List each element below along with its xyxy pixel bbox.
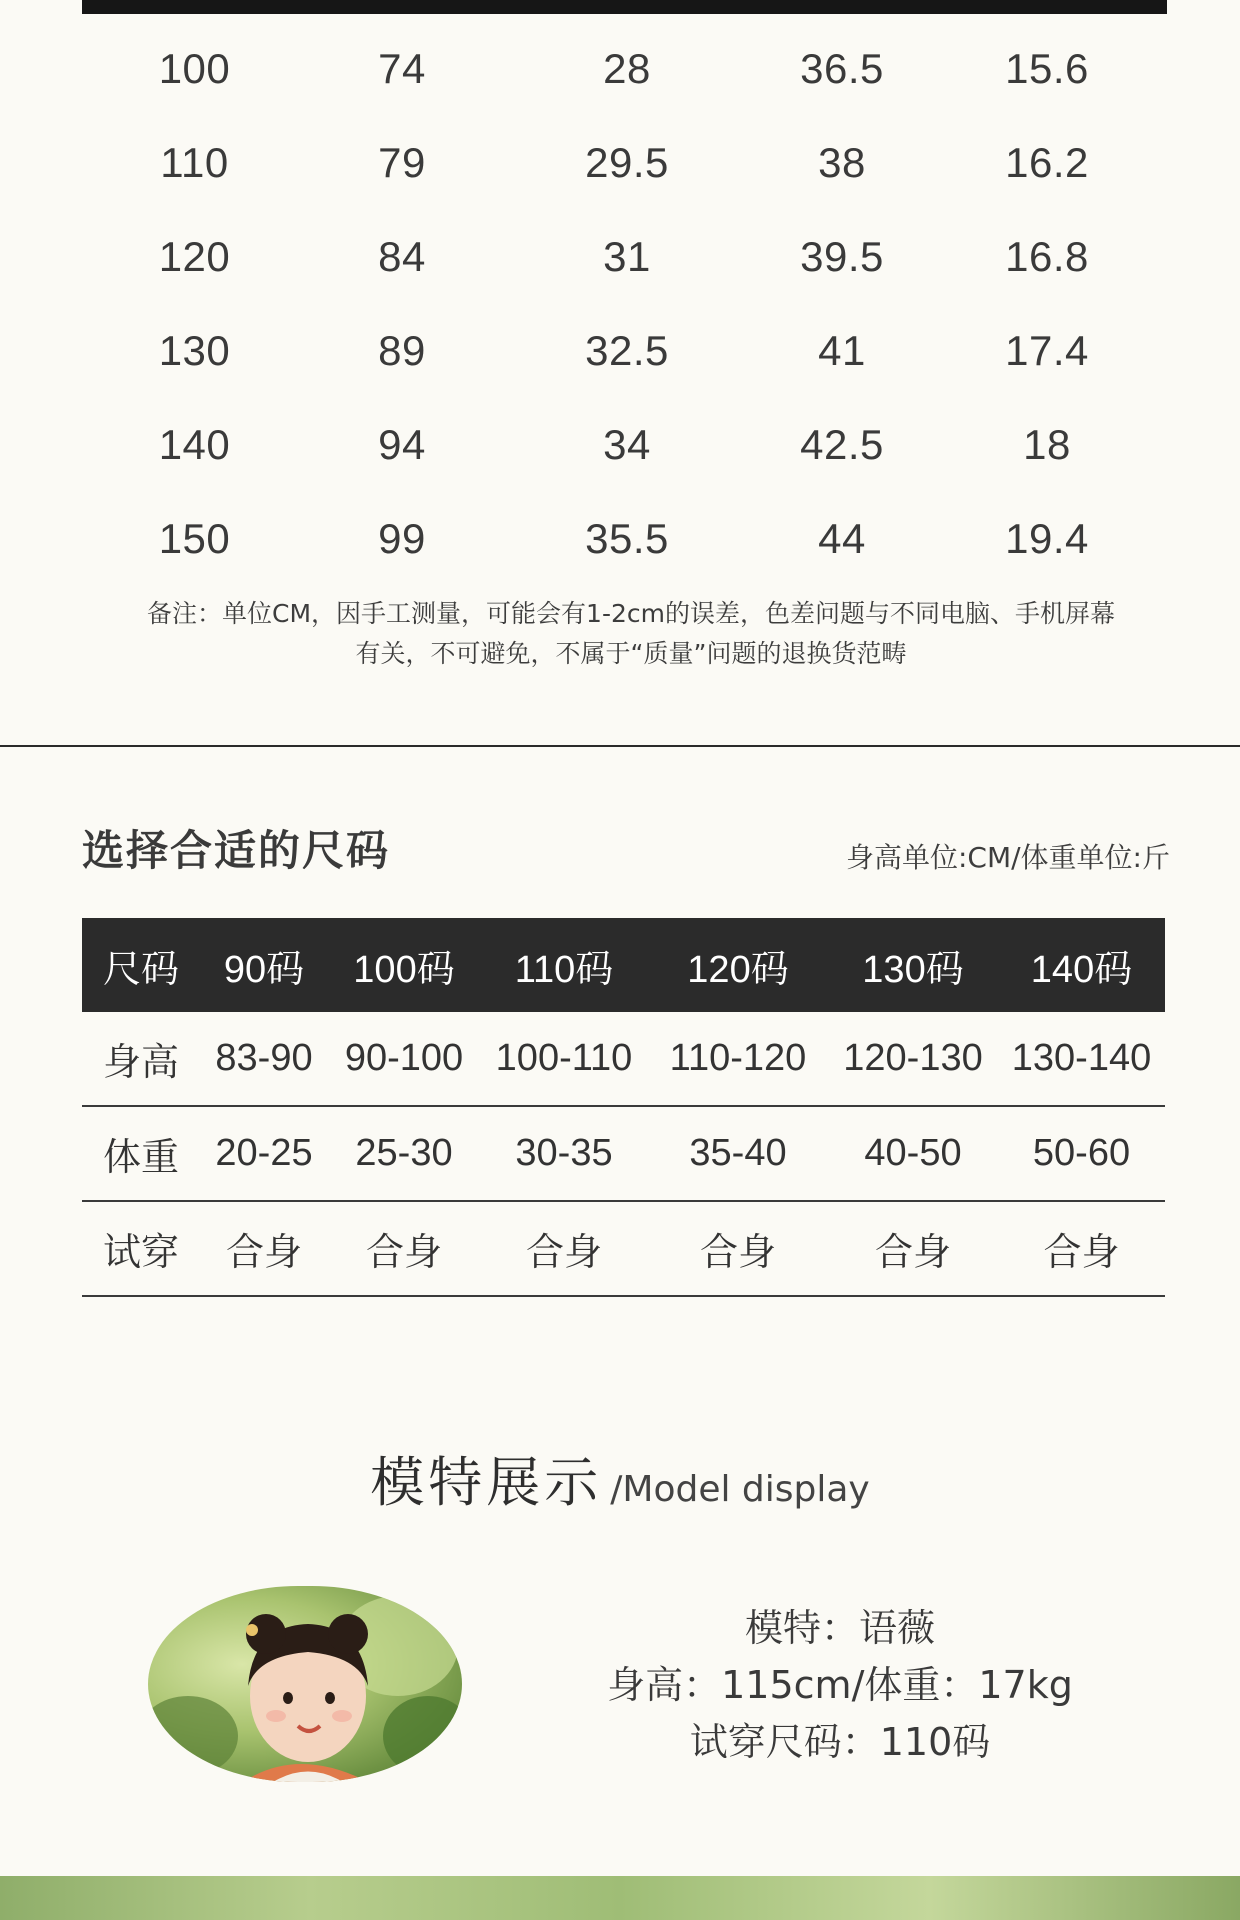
size-guide-table — [82, 918, 1165, 1297]
table-cell: 50-60 — [1032, 1132, 1131, 1174]
table-cell: 84 — [378, 233, 426, 280]
size-guide-unit-note: 身高单位:CM/体重单位:斤 — [845, 841, 1170, 874]
table-cell: 17.4 — [1005, 327, 1089, 374]
table-cell: 35-40 — [689, 1132, 787, 1174]
table-cell: 32.5 — [585, 327, 669, 374]
table-cell: 44 — [818, 515, 866, 562]
table-cell: 40-50 — [864, 1132, 962, 1174]
model-avatar — [148, 1586, 462, 1782]
table-row — [82, 398, 1167, 492]
table-cell: 试穿 — [102, 1232, 179, 1274]
table-cell: 90-100 — [344, 1037, 464, 1079]
size-guide-title: 选择合适的尺码 — [82, 826, 391, 875]
table-header-row — [82, 918, 1165, 1012]
table-header-cell: 140码 — [1030, 948, 1133, 991]
table-cell: 34 — [603, 421, 651, 468]
table-cell: 89 — [378, 327, 426, 374]
table-cell: 120-130 — [843, 1037, 983, 1079]
table-row — [82, 1202, 1165, 1297]
table-header-cell: 120码 — [687, 948, 789, 991]
table-cell: 合身 — [365, 1232, 442, 1274]
table-cell: 140 — [158, 421, 231, 468]
table-top-bar — [82, 0, 1167, 14]
table-cell: 合身 — [225, 1232, 302, 1274]
table-cell: 100-110 — [495, 1037, 633, 1079]
table-cell: 31 — [603, 233, 651, 280]
table-cell: 19.4 — [1005, 515, 1089, 562]
table-row — [82, 22, 1167, 116]
table-cell: 16.2 — [1005, 139, 1089, 186]
table-cell: 42.5 — [800, 421, 884, 468]
table-cell: 38 — [818, 139, 866, 186]
table-cell: 130-140 — [1011, 1037, 1152, 1079]
section-divider — [0, 745, 1240, 747]
table-cell: 99 — [378, 515, 426, 562]
table-cell: 35.5 — [585, 515, 669, 562]
note-line: 有关，不可避免，不属于“质量”问题的退换货范畴 — [355, 639, 907, 668]
model-title-sub: /Model display — [610, 1469, 870, 1510]
table-cell: 110 — [160, 139, 229, 186]
table-header-cell: 110码 — [514, 948, 614, 991]
table-cell: 身高 — [102, 1042, 179, 1084]
table-cell: 150 — [158, 515, 231, 562]
model-name: 模特：语薇 — [744, 1606, 935, 1650]
table-header-cell: 尺码 — [102, 948, 179, 991]
table-cell: 29.5 — [585, 139, 669, 186]
table-cell: 39.5 — [800, 233, 884, 280]
table-cell: 15.6 — [1005, 45, 1089, 92]
table-cell: 30-35 — [515, 1132, 613, 1174]
model-title-main: 模特展示 — [370, 1451, 603, 1514]
table-cell: 41 — [818, 327, 866, 374]
table-cell: 16.8 — [1005, 233, 1089, 280]
table-cell: 79 — [378, 139, 426, 186]
table-row — [82, 1107, 1165, 1202]
table-row — [82, 1012, 1165, 1107]
measurement-note — [86, 594, 1176, 674]
table-cell: 130 — [158, 327, 231, 374]
table-cell: 合身 — [874, 1232, 951, 1274]
table-row — [82, 304, 1167, 398]
table-cell: 18 — [1023, 421, 1071, 468]
table-row — [82, 210, 1167, 304]
table-cell: 合身 — [1043, 1232, 1120, 1274]
table-header-cell: 100码 — [353, 948, 455, 991]
table-cell: 20-25 — [215, 1132, 313, 1174]
table-cell: 合身 — [699, 1232, 776, 1274]
table-cell: 74 — [378, 45, 426, 92]
bottom-photo-strip — [0, 1876, 1240, 1920]
model-info — [560, 1600, 1120, 1771]
table-cell: 体重 — [102, 1137, 179, 1179]
table-cell: 110-120 — [669, 1037, 807, 1079]
table-header-cell: 130码 — [862, 948, 964, 991]
table-cell: 25-30 — [355, 1132, 453, 1174]
table-cell: 36.5 — [800, 45, 884, 92]
table-row — [82, 116, 1167, 210]
table-cell: 100 — [158, 45, 231, 92]
table-cell: 83-90 — [215, 1037, 313, 1079]
model-stats: 身高：115cm/体重：17kg — [607, 1663, 1073, 1707]
table-row — [82, 492, 1167, 586]
model-portrait-illustration — [148, 1586, 462, 1782]
table-cell: 120 — [158, 233, 231, 280]
measurement-table — [82, 22, 1167, 586]
table-header-cell: 90码 — [223, 948, 305, 991]
note-line: 备注：单位CM，因手工测量，可能会有1-2cm的误差，色差问题与不同电脑、手机屏幕 — [147, 599, 1115, 628]
table-cell: 94 — [378, 421, 426, 468]
table-cell: 合身 — [525, 1232, 602, 1274]
table-cell: 28 — [603, 45, 651, 92]
model-trial-size: 试穿尺码：110码 — [689, 1720, 991, 1764]
model-section-title — [0, 1440, 1240, 1517]
